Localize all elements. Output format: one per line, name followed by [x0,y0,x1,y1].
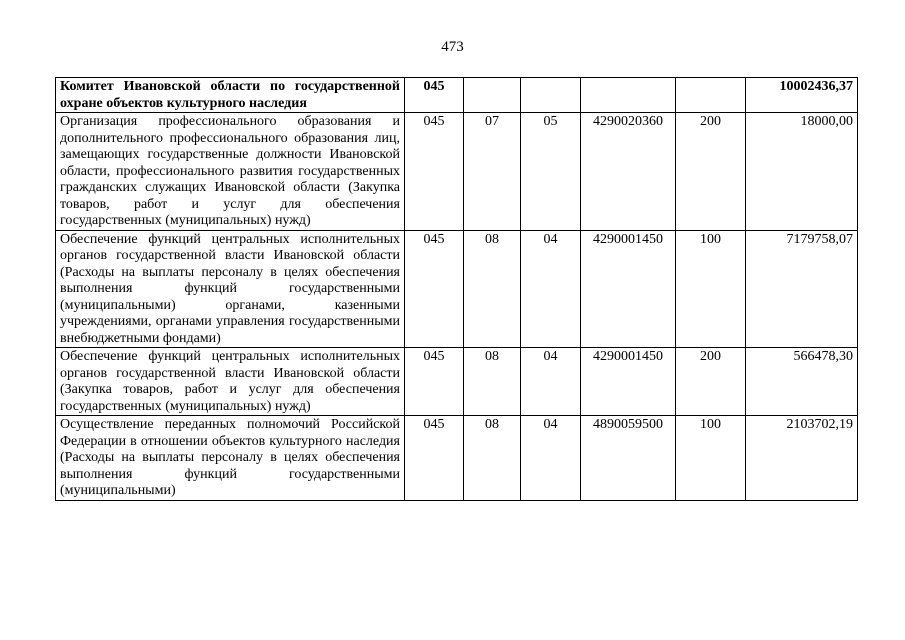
cell-sum: 2103702,19 [746,416,858,501]
cell-csr [581,78,676,113]
cell-csr: 4290020360 [581,113,676,231]
cell-ved: 045 [405,348,464,416]
cell-ved: 045 [405,416,464,501]
cell-pr [521,78,581,113]
cell-sum: 566478,30 [746,348,858,416]
cell-csr: 4290001450 [581,230,676,348]
cell-rz: 08 [464,230,521,348]
cell-rz: 08 [464,416,521,501]
cell-csr: 4290001450 [581,348,676,416]
table-row [56,78,858,113]
cell-sum: 18000,00 [746,113,858,231]
cell-pr: 04 [521,348,581,416]
cell-rz [464,78,521,113]
table-row [56,348,858,416]
cell-name: Обеспечение функций центральных исполнительных органов государственной власти Ивановской области (Закупка товаров, работ и услуг для обеспечения государственных (муниципальных) нужд) [56,348,405,416]
cell-ved: 045 [405,113,464,231]
cell-vr: 200 [676,348,746,416]
cell-name: Осуществление переданных полномочий Российской Федерации в отношении объектов культурного наследия (Расходы на выплаты персоналу в целях обеспечения выполнения функций государственными (муниципальными) [56,416,405,501]
cell-sum: 7179758,07 [746,230,858,348]
cell-name: Обеспечение функций центральных исполнительных органов государственной власти Ивановской области (Расходы на выплаты персоналу в целях обеспечения выполнения функций государственными (муниципальными) органами, казенными учреждениями, органами управления государственными внебюджетными фондами) [56,230,405,348]
page-number: 473 [441,39,464,55]
table-row [56,416,858,501]
cell-vr: 100 [676,230,746,348]
cell-vr: 100 [676,416,746,501]
cell-vr [676,78,746,113]
cell-name: Комитет Ивановской области по государственной охране объектов культурного наследия [56,78,405,113]
cell-csr: 4890059500 [581,416,676,501]
cell-vr: 200 [676,113,746,231]
cell-sum: 10002436,37 [746,78,858,113]
cell-rz: 08 [464,348,521,416]
cell-pr: 04 [521,416,581,501]
cell-pr: 05 [521,113,581,231]
cell-rz: 07 [464,113,521,231]
table-row [56,113,858,231]
cell-ved: 045 [405,78,464,113]
cell-ved: 045 [405,230,464,348]
budget-table-body [56,78,858,501]
cell-name: Организация профессионального образования и дополнительного профессионального образования лиц, замещающих государственные должности Ивановской области, профессионального развития государственных гражданских служащих Ивановской области (Закупка товаров, работ и услуг для обеспечения государственных (муниципальных) нужд) [56,113,405,231]
table-row [56,230,858,348]
cell-pr: 04 [521,230,581,348]
budget-table [55,77,858,501]
